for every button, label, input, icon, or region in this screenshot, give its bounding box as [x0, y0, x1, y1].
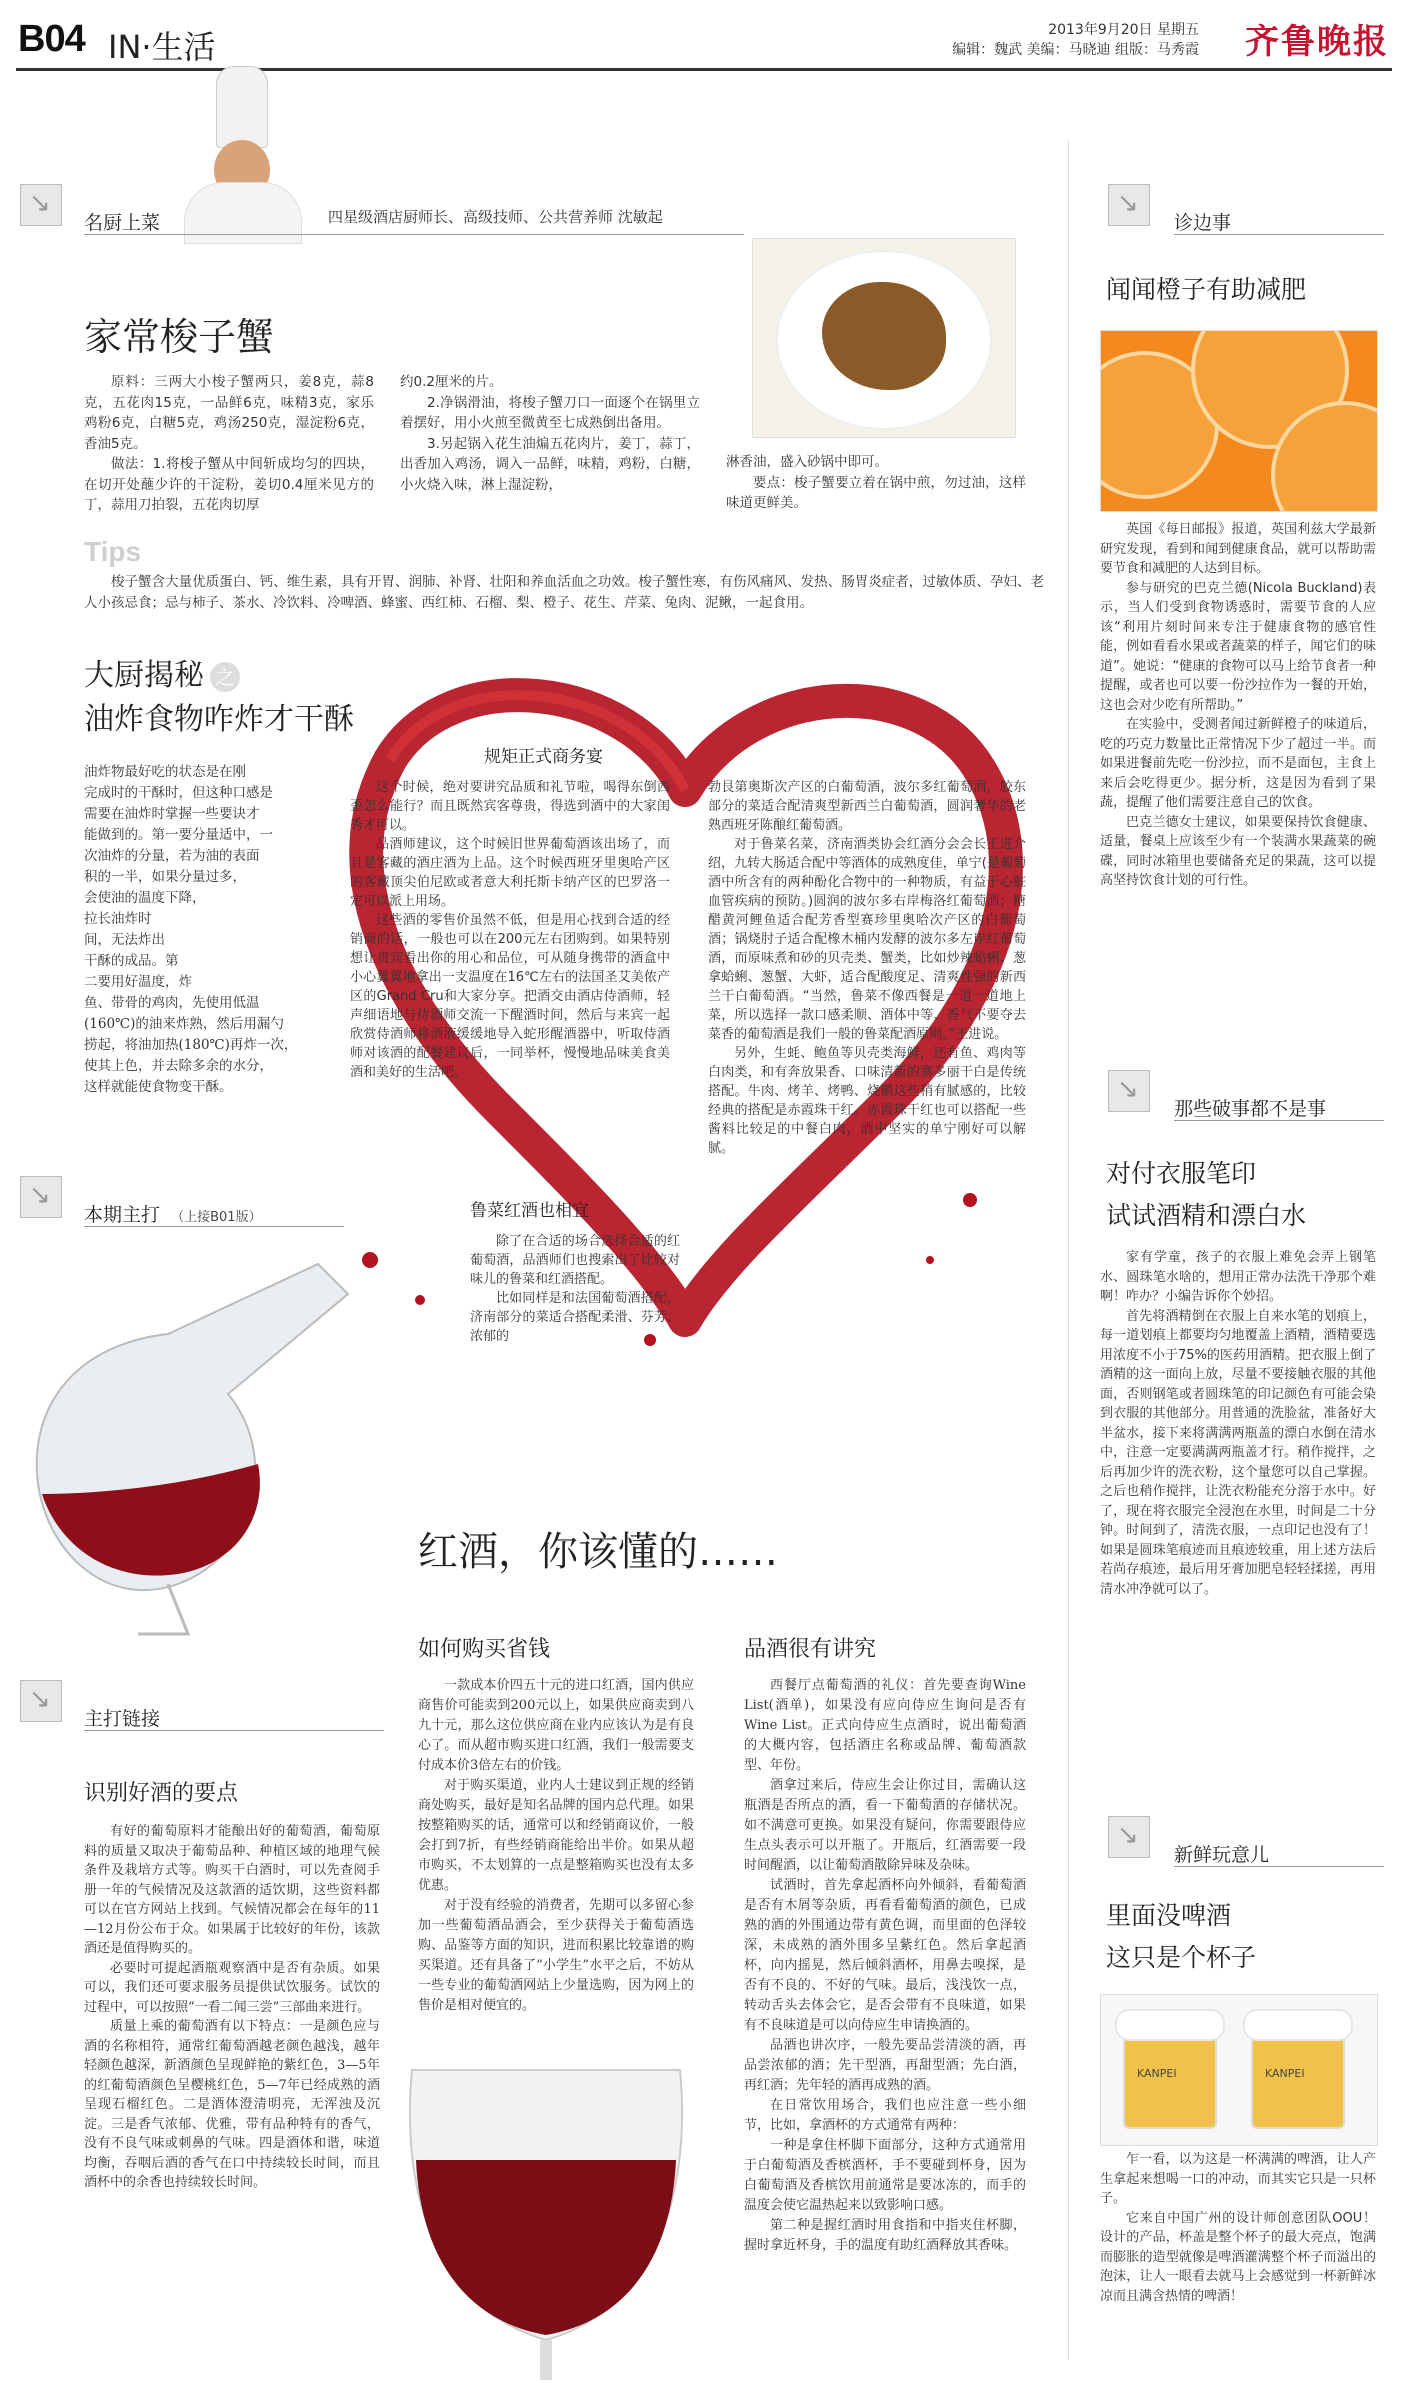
brand-logo: 齐鲁晚报: [1245, 22, 1389, 62]
staff-line: 编辑：魏武 美编：马晓迪 组版：马秀霞: [952, 42, 1199, 58]
buy-text: 一款成本价四五十元的进口红酒，国内供应商售价可能卖到200元以上，如果供应商卖到八九十元，那么这位供应商在业内应该认为是有良心了。而从超市购买进口红酒，我们一般需要支付成本价3倍左右的价钱。 对于购买渠道，业内人士建议到正规的经销商处购买，最好是知名品牌的国内总代理。如果按整箱购买的话，通常可以和经销商议价，一般会打到7折，有些经销商能给出半价。如果从超市购买，不太划算的一点是整箱购买也没有太多优惠。 对于没有经验的消费者，先期可以多留心参加一些葡萄酒品酒会，至少获得关于葡萄酒选购、品鉴等方面的知识，进而积累比较靠谱的购买渠道。还有具备了“小学生”水平之后，不妨从一些专业的葡萄酒网站上少量选购，因为网上的售价是相对便宜的。: [418, 1678, 694, 2013]
link-text: 有好的葡萄原料才能酿出好的葡萄酒，葡萄原料的质量又取决于葡萄品种、种植区域的地理气候条件及栽培方式等。购买干白酒时，可以先查阅手册一年的气候情况及这款酒的适饮期，这些资料都可以在官方网站上找到。气候情况都会在每年的11—12月份公布于众。如果属于比较好的年份，该款酒还是值得购买的。 必要时可提起酒瓶观察酒中是否有杂质。如果可以，我们还可要求服务员提供试饮服务。试饮的过程中，可以按照“一看二闻三尝”三部曲来进行。 质量上乘的葡萄酒有以下特点：一是颜色应与酒的名称相符，通常红葡萄酒越老颜色越浅，越年轻颜色越深，新酒颜色呈现鲜艳的紫红色，3—5年的红葡萄酒颜色呈樱桃红色，5—7年已经成熟的酒呈现石榴红色。二是酒体澄清明亮，无浑浊及沉淀。三是香气浓郁、优雅，带有品种特有的香气，没有不良气味或刺鼻的气味。四是酒体和谐，味道均衡，吞咽后酒的香气在口中持续较长时间，而且酒杯中的余香也持续较长时间。: [84, 1824, 380, 2190]
secret-title-1: 大厨揭秘 之: [84, 650, 240, 694]
secret-line: 需要在油炸时掌握一些要诀才: [84, 806, 260, 822]
side2-title-1: 对付衣服笔印: [1106, 1159, 1257, 1188]
secret-line: 能做到的。第一要分量适中，一: [84, 827, 273, 843]
side3-text: 乍一看，以为这是一杯满满的啤酒，让人产生拿起来想喝一口的冲动，而其实它只是一只杯子。 它来自中国广州的设计师创意团队OOU！设计的产品，杯盖是整个杯子的最大亮点，饱满而膨胀的造型就像是啤酒灌满整个杯子而溢出的泡沫，让人一眼看去就马上会感觉到一杯新鲜冰凉而且满含热情的啤酒！: [1100, 2152, 1376, 2304]
section-name: IN·生活: [108, 28, 216, 66]
chef-info: 四星级酒店厨师长、高级技师、公共营养师 沈敏起: [328, 208, 663, 226]
side3-tag: 新鲜玩意儿: [1174, 1844, 1270, 1866]
secret-line: 次油炸的分量，若为油的表面: [84, 848, 260, 864]
sub-title-lucai: 鲁菜红酒也相宜: [470, 1201, 589, 1221]
secret-line: 捞起，将油加热(180℃)再炸一次，: [84, 1037, 298, 1053]
secret-line: 拉长油炸时: [84, 911, 152, 927]
side3-title-1: 里面没啤酒: [1106, 1901, 1232, 1930]
arrow-icon: [20, 1680, 62, 1722]
link-tag: 主打链接: [84, 1708, 161, 1730]
link-title: 识别好酒的要点: [84, 1781, 239, 1806]
buy-title: 如何购买省钱: [418, 1637, 551, 1662]
arrow-icon: [20, 1176, 62, 1218]
taste-title: 品酒很有讲究: [744, 1637, 877, 1662]
recipe-col-2: 约0.2厘米的片。 2.净锅滑油，将梭子蟹刀口一面逐个在锅里立着摆好，用小火煎至微黄至七成熟倒出备用。 3.另起锅入花生油煸五花肉片，姜丁，蒜丁，出香加入鸡汤，调入一品鲜，味精，鸡粉，白糖，小火烧入味，淋上湿淀粉，: [400, 374, 700, 493]
sidebar-divider: [1068, 140, 1069, 2360]
side1-title: 闻闻橙子有助减肥: [1106, 275, 1307, 304]
side1-text: 英国《每日邮报》报道，英国利兹大学最新研究发现，看到和闻到健康食品，就可以帮助需要节食和减肥的人达到目标。 参与研究的巴克兰德(Nicola Buckland)表示，当人们受到食物诱惑时，需要节食的人应该“利用片刻时间来专注于健康食物的感官性能，例如看看水果或者蔬菜的样子，闻它们的味道”。她说：“健康的食物可以马上给节食者一种提醒，或者也可以要一份沙拉作为一餐的开始，这也会对少吃有所帮助。” 在实验中，受测者闻过新鲜橙子的味道后，吃的巧克力数量比正常情况下少了超过一半。而如果进餐前先吃一份沙拉，而不是面包，主食上来后会吃得更少。据分析，这是因为看到了果蔬，提醒了他们需要注意自己的饮食。 巴克兰德女士建议，如果要保持饮食健康、适量，餐桌上应该至少有一个装满水果蔬菜的碗碟，同时冰箱里也要储备充足的果蔬，这可以提高坚持饮食计划的可行性。: [1100, 522, 1376, 888]
secret-line: 鱼、带骨的鸡肉，先使用低温: [84, 995, 260, 1011]
wine-glass-image-2: [372, 2050, 720, 2380]
date-line: 2013年9月20日 星期五: [1048, 22, 1199, 38]
header-meta: [952, 20, 1199, 60]
secret-line: 使其上色，并去除多余的水分，: [84, 1058, 273, 1074]
taste-text: 西餐厅点葡萄酒的礼仪：首先要查询Wine List(酒单)，如果没有应向侍应生询问是否有Wine List。正式向侍应生点酒时，说出葡萄酒的大概内容，包括酒庄名称或品牌、葡萄酒款型、年份。 酒拿过来后，侍应生会让你过目，需确认这瓶酒是否所点的酒，看一下葡萄酒的存储状况。如不满意可更换。如果没有疑问，你需要跟侍应生点头表示可以开瓶了。开瓶后，红酒需要一段时间醒酒，以让葡萄酒散除异味及杂味。 试酒时，首先拿起酒杯向外倾斜，看葡萄酒是否有木屑等杂质，再看看葡萄酒的颜色，已成熟的酒的外围通边带有黄色调，而里面的色泽较深，未成熟的酒外围多呈紫红色。然后拿起酒杯，向内摇晃，然后倾斜酒杯，用鼻去嗅探，是否有不良的、不好的气味。最后，浅浅饮一点，转动舌头去体会它，是否会带有不良味道，如果有不良味道是可以向侍应生申请换酒的。 品酒也讲次序，一般先要品尝清淡的酒，再品尝浓郁的酒；先干型酒，再甜型酒；先白酒，再红酒；先年轻的酒再成熟的酒。 在日常饮用场合，我们也应注意一些小细节，比如，拿酒杯的方式通常有两种： 一种是拿住杯脚下面部分，这种方式通常用于白葡萄酒及香槟酒杯，手不要碰到杯身，因为白葡萄酒及香槟饮用前通常是要冰冻的，而手的温度会使它温热起来以致影响口感。 第二种是握红酒时用食指和中指夹住杯脚，握时拿近杯身，手的温度有助红酒释放其香味。: [744, 1678, 1026, 2253]
divider: [1174, 1866, 1384, 1867]
divider: [1174, 234, 1384, 235]
secret-line: 会使油的温度下降，: [84, 890, 206, 906]
secret-title-2: 油炸食物咋炸才干酥: [84, 702, 354, 737]
divider: [84, 234, 744, 235]
side3-title-2: 这只是个杯子: [1106, 1943, 1257, 1972]
secret-line: 二要用好温度，炸: [84, 974, 192, 990]
orange-photo: [1100, 330, 1378, 512]
sub-title-business: 规矩正式商务宴: [484, 747, 603, 767]
column-tag-chef: 名厨上菜: [84, 212, 161, 234]
secret-line: 积的一半，如果分量过多，: [84, 869, 246, 885]
arrow-icon: [1108, 1070, 1150, 1112]
secret-line: 这样就能使食物变干酥。: [84, 1079, 233, 1095]
wine-glass-image: [18, 1224, 410, 1644]
lucai-text: 除了在合适的场合选择合适的红葡萄酒，品酒师们也搜索出了比较对味儿的鲁菜和红酒搭配。 比如同样是和法国葡萄酒搭配，济南部分的菜适合搭配柔滑、芬芳、浓郁的: [470, 1234, 680, 1344]
secret-line: 干酥的成品。第: [84, 953, 179, 969]
arrow-icon: [20, 184, 62, 226]
feature-title: 红酒，你该懂的……: [418, 1529, 778, 1575]
divider: [84, 1226, 344, 1227]
page-number: B04: [18, 18, 85, 60]
divider: [84, 1730, 384, 1731]
beer-cup-photo: [1100, 1994, 1378, 2146]
chef-hat-icon: [216, 66, 268, 148]
cup-logo: KANPEI: [1137, 2067, 1177, 2080]
pairing-text: 勃艮第奥斯次产区的白葡萄酒，波尔多红葡萄酒，胶东部分的菜适合配清爽型新西兰白葡萄酒，圆润奢华的老熟西班牙陈酿红葡萄酒。 对于鲁菜名菜，济南酒类协会红酒分会会长王进介绍，九转大肠适合配中等酒体的成熟度佳，单宁(是葡萄酒中所含有的两种酚化合物中的一种物质，有益于心脏血管疾病的预防。)圆润的波尔多右岸梅洛红葡萄酒；糖醋黄河鲤鱼适合配芳香型赛珍里奥哈次产区的白葡萄酒；锅烧肘子适合配橡木桶内发酵的波尔多左岸红葡萄酒，而原味煮和砂的贝壳类、蟹类，比如炒辣蛤蜊、葱拿蛤蜊、葱蟹、大虾，适合配酸度足、清爽性强的新西兰干白葡萄酒。“当然，鲁菜不像西餐是一道一道地上菜，所以选择一款口感柔顺、酒体中等、香气不要夺去菜香的葡萄酒是我们一般的鲁菜配酒原则。”王进说。 另外，生蚝、鲍鱼等贝壳类海鲜，还有鱼、鸡肉等白肉类，和有奔放果香、口味清新的寨多丽干白是传统搭配。牛肉、烤羊、烤鸭、烧鹅这些稍有腻感的，比较经典的搭配是赤霞珠干红。赤霞珠干红也可以搭配一些酱料比较足的中餐白肉，酒中坚实的单宁刚好可以解腻。: [708, 780, 1026, 1156]
side2-tag: 那些破事都不是事: [1174, 1098, 1327, 1120]
secret-line: 完成时的干酥时，但这种口感是: [84, 785, 273, 801]
cup-logo: KANPEI: [1265, 2067, 1305, 2080]
business-text: 这个时候，绝对要讲究品质和礼节啦，喝得东倒西歪怎么能行？而且既然宾客尊贵，得选到酒中的大家闺秀才可以。 品酒师建议，这个时候旧世界葡萄酒该出场了，而且是客藏的酒庄酒为上品。这个时候西班牙里奥哈产区的客藏顶尖伯尼欧或者意大利托斯卡纳产区的巴罗洛一定可以派上用场。 这些酒的零售价虽然不低，但是用心找到合适的经销商的话，一般也可以在200元左右团购到。如果特别想让贵宾看出你的用心和品位，可从随身携带的酒盒中小心翼翼地拿出一支温度在16℃左右的法国圣艾美侬产区的Grand Cru和大家分享。把酒交由酒店侍酒师，轻声细语地与侍酒师交流一下醒酒时间，然后与来宾一起欣赏侍酒师将酒液缓缓地导入蛇形醒酒器中，听取侍酒师对该酒的配餐建议后，一同举杯，慢慢地品味美食美酒和美好的生活吧。: [350, 780, 670, 1080]
recipe-col-3: 淋香油，盛入砂锅中即可。 要点：梭子蟹要立着在锅中煎，勿过油，这样味道更鲜美。: [726, 454, 1026, 511]
arrow-icon: [1108, 1816, 1150, 1858]
side1-tag: 诊边事: [1174, 212, 1232, 234]
secret-line: 间，无法炸出: [84, 932, 165, 948]
side2-title-2: 试试酒精和漂白水: [1106, 1201, 1307, 1230]
recipe-title: 家常梭子蟹: [84, 315, 275, 359]
divider: [1174, 1120, 1384, 1121]
side2-text: 家有学童，孩子的衣服上难免会弄上钢笔水、圆珠笔水啥的，想用正常办法洗干净那个难啊！咋办？小编告诉你个妙招。 首先将酒精倒在衣服上自来水笔的划痕上，每一道划痕上都要均匀地覆盖上酒精，酒精要选用浓度不小于75%的医药用酒精。把衣服上倒了酒精的这一面向上放，尽量不要接触衣服的其他面，否则钢笔或者圆珠笔的印记颜色有可能会染到衣服的其他部分。用普通的洗脸盆，准备好大半盆水，接下来将满满两瓶盖的漂白水倒在清水中，注意一定要满满两瓶盖才行。稍作搅拌，之后再加少许的洗衣粉，这个量您可以自己掌握。之后也稍作搅拌，让洗衣粉能充分溶于水中。好了，现在将衣服完全浸泡在水里，时间是二十分钟。时间到了，清洗衣服，一点印记也没有了！如果是圆珠笔痕迹而且痕迹较重，用上述方法后若尚存痕迹，最后用牙膏加肥皂轻轻揉搓，再用清水冲净就可以了。: [1100, 1250, 1376, 1597]
tips-text: 梭子蟹含大量优质蛋白、钙、维生素，具有开胃、润肺、补肾、壮阳和养血活血之功效。梭子蟹性寒，有伤风痛风、发热、肠胃炎症者，过敏体质、孕妇、老人小孩忌食；忌与柿子、茶水、冷饮料、冷啤酒、蜂蜜、西红柿、石榴、梨、橙子、花生、芹菜、兔肉、泥鳅，一起食用。: [84, 574, 1044, 611]
secret-line: 油炸物最好吃的状态是在刚: [84, 764, 246, 780]
recipe-col-1: 原料：三两大小梭子蟹两只，姜8克，蒜8克，五花肉15克，一品鲜6克，味精3克，家乐鸡粉6克，白糖5克，鸡汤250克，湿淀粉6克，香油5克。 做法：1.将梭子蟹从中间斩成均匀的四块，在切开处蘸少许的干淀粉，姜切0.4厘米见方的丁，蒜用刀拍裂，五花肉切厚: [84, 374, 374, 513]
secret-line: (160℃)的油来炸熟，然后用漏勺: [84, 1016, 284, 1032]
arrow-icon: [1108, 184, 1150, 226]
zhi-badge: 之: [210, 662, 240, 692]
main-story-tag: 本期主打 （上接B01版）: [84, 1204, 262, 1226]
tips-label: Tips: [84, 536, 142, 567]
